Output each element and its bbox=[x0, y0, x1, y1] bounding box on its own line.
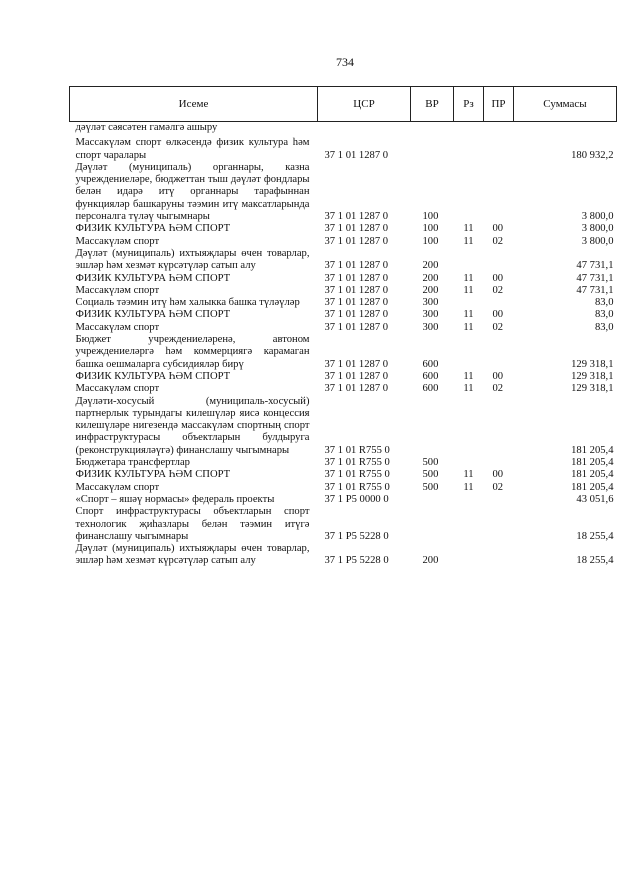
cell-name: «Спорт – яшәү нормасы» федераль проекты bbox=[75, 493, 275, 505]
cell-pr bbox=[484, 494, 514, 506]
table-row bbox=[70, 122, 617, 135]
cell-name: дәүләт сәясәтен гамәлгә ашыру bbox=[75, 122, 218, 133]
cell-csr: 37 1 01 R755 0 bbox=[324, 457, 390, 469]
cell-csr bbox=[318, 122, 411, 135]
page-number: 734 bbox=[336, 55, 354, 69]
cell-pr: 02 bbox=[492, 481, 504, 493]
cell-name: Спорт инфраструктурасы объектларын спорт технологик җиһазлары белән тәэмин итүгә финанслашу чыгымнары bbox=[75, 506, 310, 542]
cell-vr bbox=[411, 122, 454, 135]
cell-vr: 200 bbox=[422, 272, 439, 284]
table-row bbox=[70, 371, 617, 383]
cell-pr: 02 bbox=[492, 383, 504, 395]
cell-pr: 00 bbox=[492, 469, 504, 481]
table-row bbox=[70, 137, 617, 162]
cell-rz: 11 bbox=[463, 321, 474, 333]
cell-vr bbox=[411, 506, 454, 543]
table-row bbox=[70, 383, 617, 395]
cell-pr bbox=[484, 543, 514, 568]
table-row bbox=[70, 482, 617, 494]
table-header-row bbox=[70, 87, 617, 122]
cell-csr: 37 1 01 1287 0 bbox=[324, 260, 389, 272]
cell-name: Бюджет учреждениеләренә, автоном учреждениеләргә һәм коммерциягә карамаган башка оешмаларга субсидияләр бирү bbox=[75, 334, 310, 370]
cell-name: ФИЗИК КУЛЬТУРА ҺӘМ СПОРТ bbox=[75, 272, 231, 284]
cell-rz: 11 bbox=[463, 309, 474, 321]
cell-rz bbox=[454, 334, 484, 371]
cell-sum: 181 205,4 bbox=[571, 481, 614, 493]
table-row bbox=[70, 236, 617, 248]
cell-csr: 37 1 01 1287 0 bbox=[324, 235, 389, 247]
column-header-pr: ПР bbox=[484, 87, 514, 122]
cell-name: Бюджетара трансфертлар bbox=[75, 457, 190, 469]
cell-name: ФИЗИК КУЛЬТУРА ҺӘМ СПОРТ bbox=[75, 309, 231, 321]
cell-csr: 37 1 P5 5228 0 bbox=[324, 530, 389, 542]
cell-pr bbox=[484, 506, 514, 543]
cell-vr bbox=[411, 396, 454, 457]
cell-sum: 83,0 bbox=[594, 297, 614, 309]
column-header-name: Исеме bbox=[70, 87, 318, 122]
cell-rz: 11 bbox=[463, 481, 474, 493]
cell-csr: 37 1 P5 5228 0 bbox=[324, 555, 389, 567]
cell-vr: 200 bbox=[422, 555, 439, 567]
cell-vr: 500 bbox=[422, 457, 439, 469]
cell-pr: 02 bbox=[492, 284, 504, 296]
cell-vr: 100 bbox=[422, 223, 439, 235]
cell-rz bbox=[454, 122, 484, 135]
cell-csr: 37 1 01 1287 0 bbox=[324, 272, 389, 284]
cell-vr bbox=[411, 494, 454, 506]
cell-vr: 500 bbox=[422, 481, 439, 493]
cell-pr: 00 bbox=[492, 223, 504, 235]
cell-pr bbox=[484, 248, 514, 273]
cell-vr: 600 bbox=[422, 358, 439, 370]
table-row bbox=[70, 334, 617, 371]
cell-csr: 37 1 01 1287 0 bbox=[324, 321, 389, 333]
table-body bbox=[70, 122, 617, 568]
cell-vr: 100 bbox=[422, 211, 439, 223]
cell-rz bbox=[454, 494, 484, 506]
cell-csr: 37 1 01 1287 0 bbox=[324, 383, 389, 395]
cell-csr: 37 1 01 1287 0 bbox=[324, 149, 389, 161]
table-row bbox=[70, 273, 617, 285]
cell-vr: 300 bbox=[422, 297, 439, 309]
table-row bbox=[70, 396, 617, 457]
cell-name: ФИЗИК КУЛЬТУРА ҺӘМ СПОРТ bbox=[75, 223, 231, 235]
column-header-vr: ВР bbox=[411, 87, 454, 122]
cell-pr: 00 bbox=[492, 309, 504, 321]
table-row bbox=[70, 543, 617, 568]
cell-name: ФИЗИК КУЛЬТУРА ҺӘМ СПОРТ bbox=[75, 370, 231, 382]
cell-sum: 18 255,4 bbox=[576, 555, 614, 567]
cell-name: Социаль тәэмин итү һәм халыкка башка түләүләр bbox=[75, 297, 300, 309]
column-header-rz: Рз bbox=[454, 87, 484, 122]
cell-pr bbox=[484, 122, 514, 135]
cell-sum: 3 800,0 bbox=[581, 223, 614, 235]
cell-rz: 11 bbox=[463, 469, 474, 481]
budget-table bbox=[69, 86, 617, 568]
cell-vr: 500 bbox=[422, 469, 439, 481]
cell-csr: 37 1 01 R755 0 bbox=[324, 444, 390, 456]
cell-rz: 11 bbox=[463, 284, 474, 296]
column-header-csr: ЦСР bbox=[318, 87, 411, 122]
cell-name: Дәүләт (муниципаль) ихтыяҗлары өчен товарлар, эшләр һәм хезмәт күрсәтүләр сатып алу bbox=[75, 247, 310, 272]
cell-pr bbox=[484, 396, 514, 457]
cell-vr: 600 bbox=[422, 370, 439, 382]
cell-pr: 00 bbox=[492, 370, 504, 382]
cell-rz bbox=[454, 543, 484, 568]
cell-pr bbox=[484, 137, 514, 162]
cell-csr: 37 1 01 1287 0 bbox=[324, 358, 389, 370]
cell-sum: 47 731,1 bbox=[576, 272, 614, 284]
cell-pr: 02 bbox=[492, 235, 504, 247]
cell-rz: 11 bbox=[463, 370, 474, 382]
cell-name: Массакүләм спорт bbox=[75, 321, 160, 333]
cell-sum: 181 205,4 bbox=[571, 469, 614, 481]
table-row bbox=[70, 469, 617, 481]
cell-vr: 200 bbox=[422, 260, 439, 272]
cell-name: Массакүләм спорт өлкәсендә физик культура һәм спорт чаралары bbox=[75, 137, 310, 161]
cell-sum: 181 205,4 bbox=[571, 444, 614, 456]
cell-sum: 129 318,1 bbox=[571, 370, 614, 382]
cell-name: Дәүләти-хосусый (муниципаль-хосусый) партнерлык турындагы килешүләр яисә концессия килешүләре нигезендә массакүләм спортның спорт инфраструктурасы объектларын булдыруга (реконструкцияләүгә) финанслашу чыгымнары bbox=[75, 395, 310, 456]
cell-name: Массакүләм спорт bbox=[75, 235, 160, 247]
cell-name: Массакүләм спорт bbox=[75, 481, 160, 493]
cell-sum: 18 255,4 bbox=[576, 530, 614, 542]
cell-pr: 02 bbox=[492, 321, 504, 333]
cell-rz bbox=[454, 457, 484, 469]
cell-sum: 181 205,4 bbox=[571, 457, 614, 469]
cell-rz bbox=[454, 162, 484, 223]
cell-csr: 37 1 01 R755 0 bbox=[324, 481, 390, 493]
cell-csr: 37 1 01 1287 0 bbox=[324, 211, 389, 223]
cell-sum bbox=[514, 122, 617, 135]
cell-name: Дәүләт (муниципаль) органнары, казна учреждениеләре, бюджеттан тыш дәүләт фондлары белән идарә итү органнары тарафыннан функцияләр башкаруны тәэмин итү максатларында персоналга түләү чыгымнары bbox=[75, 161, 310, 223]
cell-sum: 43 051,6 bbox=[576, 493, 614, 505]
table-row bbox=[70, 494, 617, 506]
cell-name: Дәүләт (муниципаль) ихтыяҗлары өчен товарлар, эшләр һәм хезмәт күрсәтүләр сатып алу bbox=[75, 543, 310, 567]
cell-name: ФИЗИК КУЛЬТУРА ҺӘМ СПОРТ bbox=[75, 469, 231, 481]
cell-name: Массакүләм спорт bbox=[75, 383, 160, 395]
cell-vr: 300 bbox=[422, 321, 439, 333]
cell-sum: 129 318,1 bbox=[571, 383, 614, 395]
table-row bbox=[70, 285, 617, 297]
cell-csr: 37 1 01 1287 0 bbox=[324, 284, 389, 296]
cell-pr bbox=[484, 334, 514, 371]
cell-pr: 00 bbox=[492, 272, 504, 284]
cell-csr: 37 1 P5 0000 0 bbox=[324, 493, 389, 505]
cell-csr: 37 1 01 1287 0 bbox=[324, 309, 389, 321]
cell-sum: 180 932,2 bbox=[571, 149, 614, 161]
cell-pr bbox=[484, 162, 514, 223]
cell-vr: 100 bbox=[422, 235, 439, 247]
cell-rz bbox=[454, 297, 484, 309]
column-header-sum: Суммасы bbox=[514, 87, 617, 122]
cell-rz bbox=[454, 248, 484, 273]
cell-sum: 83,0 bbox=[594, 309, 614, 321]
cell-sum: 47 731,1 bbox=[576, 284, 614, 296]
cell-sum: 83,0 bbox=[594, 321, 614, 333]
table-row bbox=[70, 506, 617, 543]
cell-rz bbox=[454, 506, 484, 543]
cell-pr bbox=[484, 457, 514, 469]
cell-sum: 129 318,1 bbox=[571, 358, 614, 370]
cell-rz: 11 bbox=[463, 223, 474, 235]
cell-sum: 3 800,0 bbox=[581, 235, 614, 247]
cell-vr: 600 bbox=[422, 383, 439, 395]
cell-vr: 200 bbox=[422, 284, 439, 296]
cell-rz bbox=[454, 396, 484, 457]
cell-vr: 300 bbox=[422, 309, 439, 321]
cell-rz bbox=[454, 137, 484, 162]
cell-rz: 11 bbox=[463, 235, 474, 247]
table-row bbox=[70, 248, 617, 273]
cell-sum: 3 800,0 bbox=[581, 211, 614, 223]
cell-csr: 37 1 01 R755 0 bbox=[324, 469, 390, 481]
cell-sum: 47 731,1 bbox=[576, 260, 614, 272]
cell-rz: 11 bbox=[463, 383, 474, 395]
table-row bbox=[70, 162, 617, 223]
cell-csr: 37 1 01 1287 0 bbox=[324, 297, 389, 309]
cell-pr bbox=[484, 297, 514, 309]
table-row bbox=[70, 223, 617, 235]
table-row bbox=[70, 297, 617, 309]
cell-rz: 11 bbox=[463, 272, 474, 284]
cell-csr: 37 1 01 1287 0 bbox=[324, 223, 389, 235]
cell-name: Массакүләм спорт bbox=[75, 284, 160, 296]
table-row bbox=[70, 322, 617, 334]
cell-csr: 37 1 01 1287 0 bbox=[324, 370, 389, 382]
table-row bbox=[70, 457, 617, 469]
cell-vr bbox=[411, 137, 454, 162]
table-row bbox=[70, 309, 617, 321]
